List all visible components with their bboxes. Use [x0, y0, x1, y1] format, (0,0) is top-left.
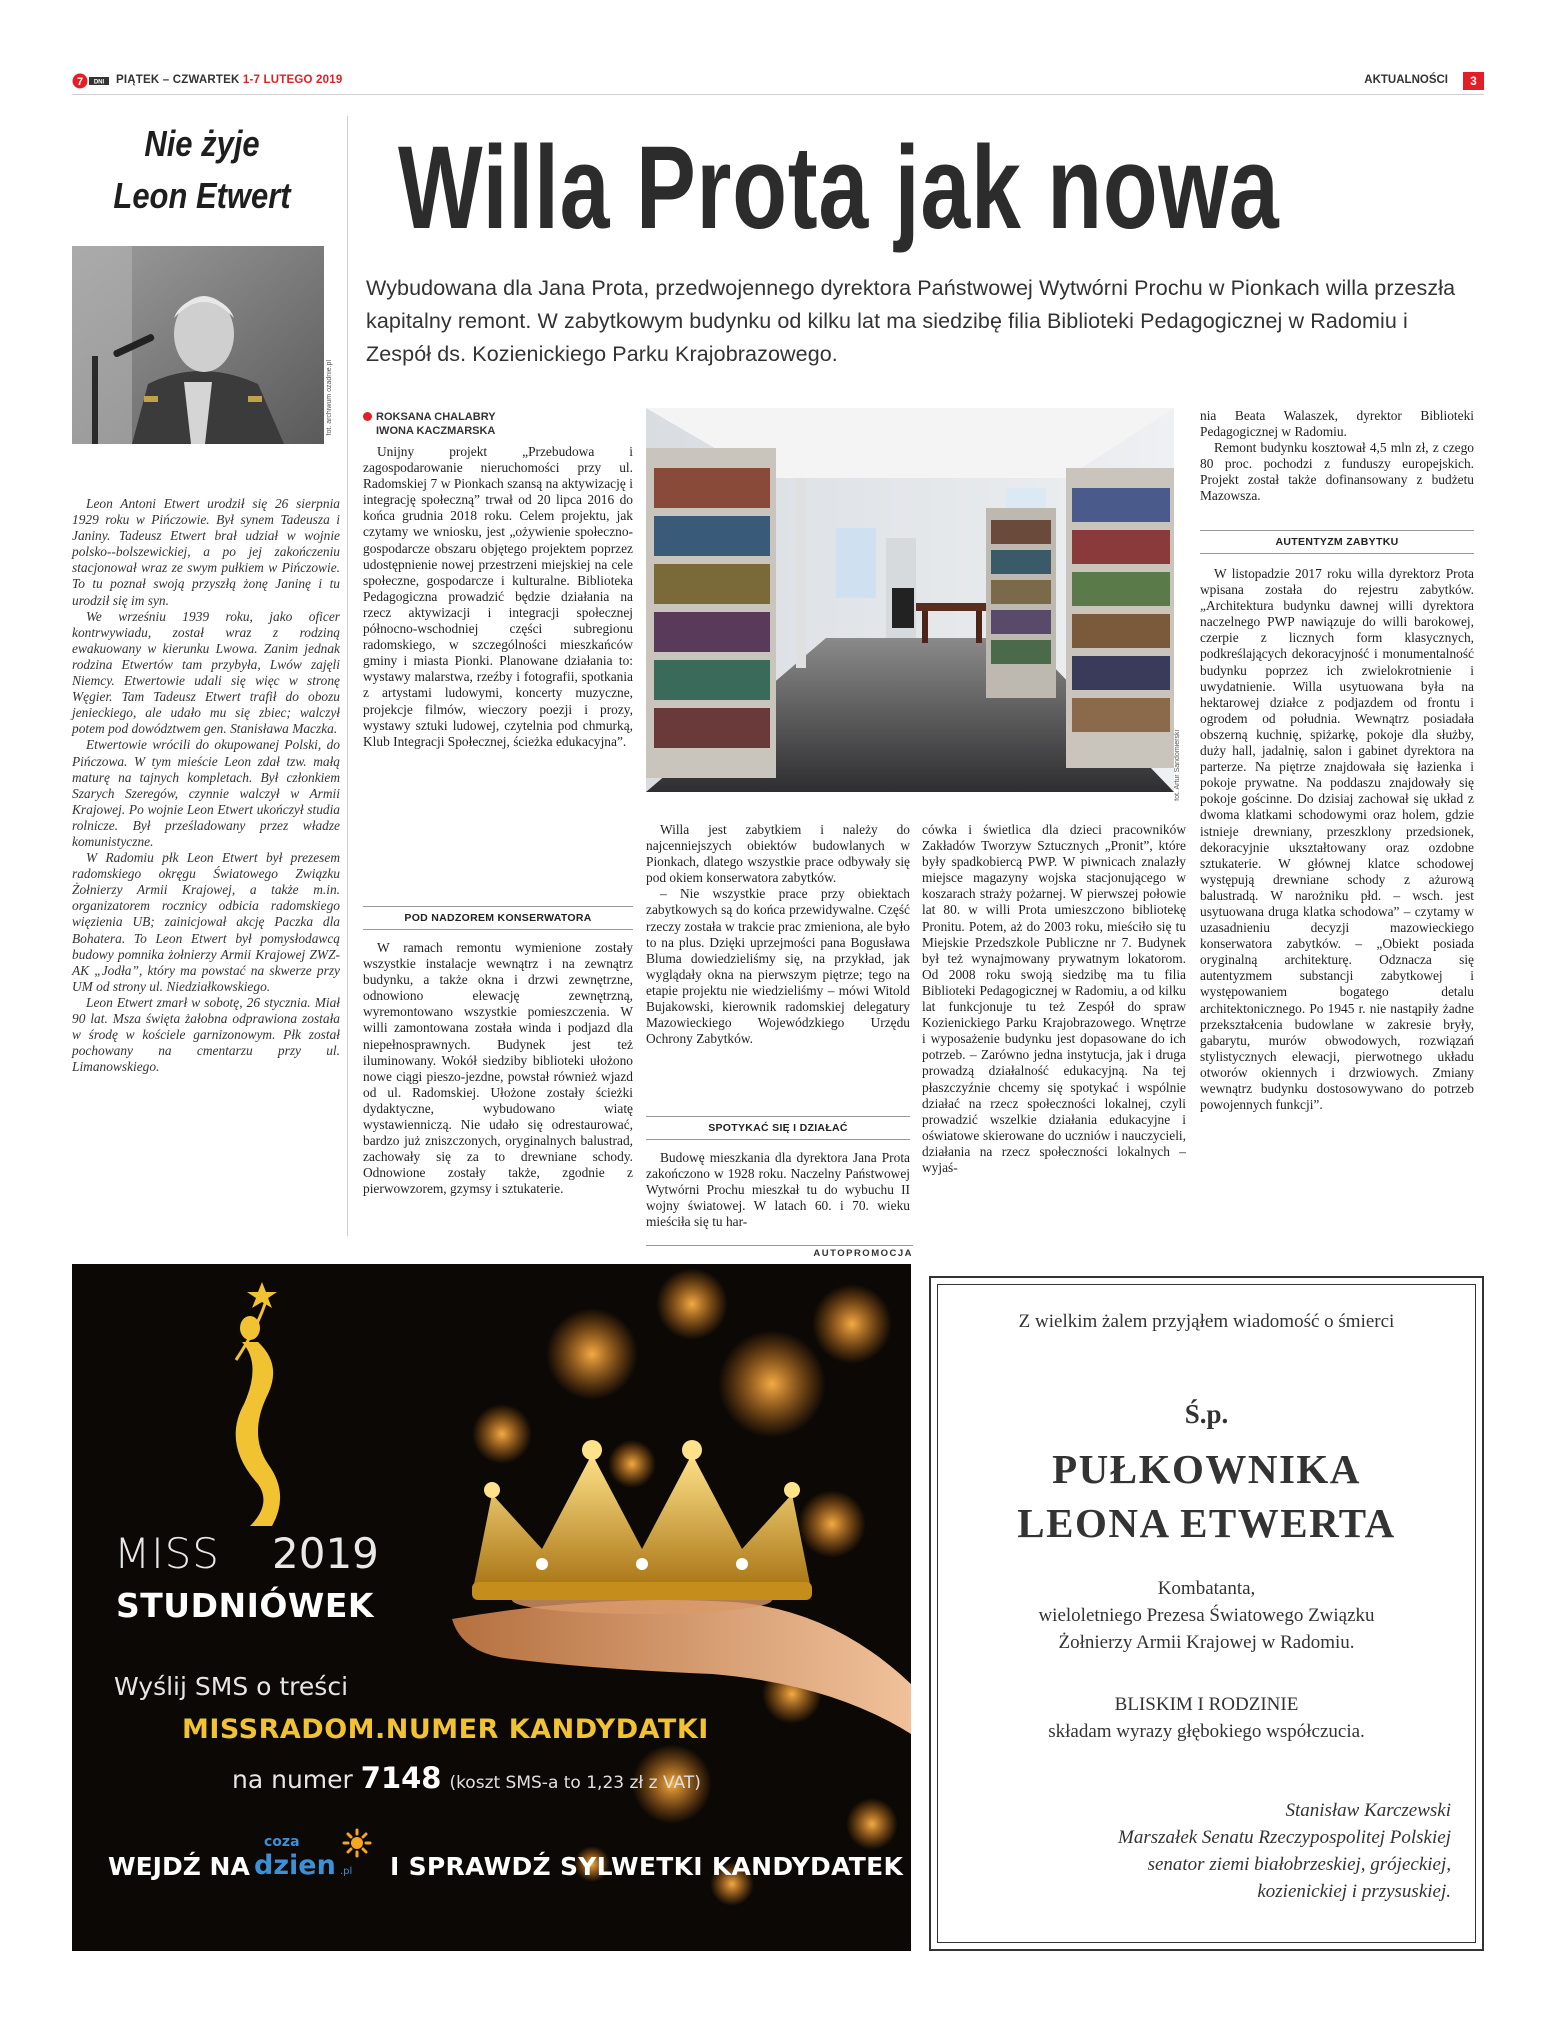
subheading: AUTENTYZM ZABYTKU	[1200, 530, 1474, 554]
obituary-sp: Ś.p.	[1184, 1399, 1229, 1429]
portrait-photo	[72, 246, 324, 444]
article-column: cówka i świetlica dla dzieci pracowników Zakładów Tworzyw Sztucznych „Pronit”, które były spadkobiercą PWP. W piwnicach znalazły miejsce magazyny wojska stacjonującego w koszarach straży pożarnej. W pierwszej połowie lat 80. w willi Prota umieszczono bibliotekę Pronitu. Potem, aż do 2003 roku, mieściło się tu Miejskie Przedszkole Publiczne nr 7. Budynek był też wynajmowany prywatnym lokatorom. Od 2008 roku swoją siedzibę ma tu filia Biblioteki Pedagogicznej w Radomiu, a od kilku lat funkcjonuje tu też Zespół do spraw Kozienickiego Parku Krajobrazowego. Wnętrze i wyposażenie budynku jest dopasowane do ich potrzeb. – Zarówno jedna instytucja, jak i druga prowadzą działalność edukacyjną. Na tej płaszczyźnie chcemy się spotykać i wspólnie działać na rzecz społeczności lokalnej, czyli prowadzić wszelkie działania edukacyjne i oświatowe skierowane do uczniów i nauczycieli, działania na rzecz społeczności lokalnych – wyjaś-	[922, 822, 1186, 1175]
cozadzien-logo[interactable]: coza dzien .pl	[254, 1830, 379, 1886]
ad-sms-code: MISSRADOM.NUMER KANDYDATKI	[182, 1714, 709, 1745]
header-divider	[72, 94, 1484, 95]
article-lead: Wybudowana dla Jana Prota, przedwojennego dyrektora Państwowej Wytwórni Prochu w Pionkach willa przeszła kapitalny remont. W zabytkowym budynku od kilku lat ma siedzibę filia Biblioteki Pedagogicznej w Radomiu i Zespół ds. Kozienickiego Parku Krajobrazowego.	[366, 276, 1456, 366]
section-name: AKTUALNOŚCI	[1364, 74, 1448, 86]
page-number-badge: 3	[1463, 72, 1484, 90]
ad-sms-number: na numer 7148 (koszt SMS-a to 1,23 zł z VAT)	[232, 1761, 701, 1795]
ad-sms-instruction: Wyślij SMS o treści	[114, 1672, 349, 1701]
autopromocja-rule	[646, 1245, 913, 1246]
issue-date: PIĄTEK – CZWARTEK 1-7 LUTEGO 2019	[116, 74, 343, 86]
photo-credit: fot. Artur Sandomierski	[1174, 730, 1181, 801]
sun-icon	[342, 1828, 372, 1858]
column-divider	[347, 116, 348, 1236]
obituary-notice	[929, 1276, 1484, 1951]
main-headline: Willa Prota jak nowa	[398, 122, 1280, 254]
side-article-body: Leon Antoni Etwert urodził się 26 sierpnia 1929 roku w Pińczowie. Był synem Tadeusza i Janiny. Tadeusz Etwert brał udział w wojnie polsko--bolszewickiej, a po jej zakończeniu stacjonował wraz ze swym pułkiem w Pińczowie. To tu poznał swoją przyszłą żonę Janinę i tu urodził się im syn. We wrześniu 1939 roku, jako oficer kontrwywiadu, został wraz z rodziną ewakuowany w kierunku Lwowa. Zanim jednak rodzina Etwertów tam przybyła, Lwów zajęli Niemcy. Etwertowie udali się więc w stronę Węgier. Tam Tadeusz Etwert trafił do obozu jenieckiego, ale udało mu się zbiec; walczył potem pod dowództwem gen. Stanisława Maczka. Etwertowie wrócili do okupowanej Polski, do Pińczowa. W tym mieście Leon zdał tzw. małą maturę na tajnych kompletach. Był członkiem Szarych Szeregów, czynnie walczył w Armii Krajowej. Po wojnie Leon Etwert ukończył studia rolnicze. Był prześladowany przez władze komunistyczne. W Radomiu płk Leon Etwert był prezesem radomskiego okręgu Światowego Związku Żołnierzy Armii Krajowej, a także m.in. organizatorem rocznicy odbicia radomskiego więzienia UB; zainicjował akcję Paczka dla Bohatera. To Leon Etwert był pomysłodawcą budowy pomnika żołnierzy Armii Krajowej ZWZ-AK „Jodła”, który ma powstać na skwerze przy UM od strony ul. Niedziałkowskiego. Leon Etwert zmarł w sobotę, 26 stycznia. Miał 90 lat. Msza święta żałobna odprawiona została w środę w kościele garnizonowym. Płk został pochowany na cmentarzu przy ul. Limanowskiego.	[72, 496, 340, 1075]
article-column: Willa jest zabytkiem i należy do najcenniejszych obiektów budowlanych w Pionkach, dlatego wszystkie prace odbywały się pod okiem konserwatora zabytków. – Nie wszystkie prace przy obiektach zabytkowych są do końca przewidywalne. Część rzeczy została w trakcie prac zmieniona, ale było to na plus. Dzięki uprzejmości pana Bogusława Bluma dowiedzieliśmy się, na przykład, jak wyglądały okna na pierwszym piętrze; tego na etapie projektu nie wiedzieliśmy – mówi Witold Bujakowski, kierownik radomskiej delegatury Mazowieckiego Wojewódzkiego Urzędu Ochrony Zabytków.	[646, 822, 910, 1047]
subheading: POD NADZOREM KONSERWATORA	[363, 906, 633, 930]
subheading: SPOTYKAĆ SIĘ I DZIAŁAĆ	[646, 1116, 910, 1140]
ad-year: 2019	[272, 1529, 379, 1578]
side-article-headline: Nie żyje Leon Etwert	[113, 123, 291, 216]
article-column: Budowę mieszkania dla dyrektora Jana Prota zakończono w 1928 roku. Naczelny Państwowej Wytwórni Prochu mieszkał tu do wybuchu II wojny światowej. W latach 60. i 70. wieku mieściła się tu har-	[646, 1150, 910, 1230]
article-column: Unijny projekt „Przebudowa i zagospodarowanie nieruchomości przy ul. Radomskiej 7 w Pionkach szansą na aktywizację i integrację społeczną” trwał od 20 lipca 2016 do końca grudnia 2018 roku. Celem projektu, jak czytamy we wniosku, jest „ożywienie społeczno-gospodarcze obszaru objętego projektem poprzez udostępnienie nowej przestrzeni miejskiej na cele społeczne, gospodarcze i kulturalne. Biblioteka Pedagogiczna prowadzić będzie działania na rzecz aktywizacji i integracji społecznej północno-wschodniej części subregionu radomskiego, w szczególności mieszkańców gminy i miasta Pionki. Planowane działania to: wystawy malarstwa, rzeźby i fotografii, spotkania z artystami ludowymi, koncerty muzyczne, projekcje filmów, wieczory poezji i prozy, wystawy sztuki ludowej, czytelnia pod chmurką, Klub Integracji Społecznej, ścieżka edukacyjna”.	[363, 444, 633, 749]
photo-credit: fot. archiwum ozadnie.pl	[326, 360, 333, 436]
obituary-frame	[937, 1284, 1476, 1943]
ad-cta-text: I SPRAWDŹ SYLWETKI KANDYDATEK	[390, 1852, 904, 1881]
byline: ROKSANA CHALABRY IWONA KACZMARSKA	[363, 410, 633, 438]
library-interior-photo	[646, 408, 1174, 792]
article-column: nia Beata Walaszek, dyrektor Biblioteki Pedagogicznej w Radomiu. Remont budynku kosztował 4,5 mln zł, z czego 80 proc. pochodzi z funduszy europejskich. Projekt został także dofinansowany z budżetu Mazowsza.	[1200, 408, 1474, 504]
miss-studniowek-advert[interactable]	[72, 1264, 911, 1951]
obituary-signature: Stanisław Karczewski Marszałek Senatu Rzeczypospolitej Polskiej senator ziemi białobrzeskiej, grójeckiej, kozienickiej i przysuskiej.	[1118, 1800, 1451, 1902]
ad-title: STUDNIÓWEK	[116, 1586, 374, 1625]
bullet-icon	[363, 412, 372, 421]
ad-cta-prefix: WEJDŹ NA	[108, 1852, 250, 1881]
article-column: W ramach remontu wymienione zostały wszystkie instalacje wewnątrz i na zewnątrz budynku, a także okna i drzwi zewnętrzne, odnowiono elewację zewnętrzną, wyremontowano wszystkie pomieszczenia. W willi zamontowana została winda i podjazd dla niepełnosprawnych. Budynek jest też iluminowany. Wokół siedziby biblioteki ułożono nowe ciągi pieszo-jezdne, powstał również wjazd od ul. Radomskiej. Ułożone zostały ścieżki dydaktyczne, wybudowano wiatę wystawienniczą. Nie udało się odrestaurować, bardzo już zniszczonych, oryginalnych balustrad, zachowały się za to drewniane schody. Odnowione zostały także, zgodnie z pierwowzorem, gzymsy i sztukaterie.	[363, 940, 633, 1197]
obituary-name: LEONA ETWERTA	[1017, 1500, 1396, 1546]
ad-miss-label: MISS	[114, 1529, 220, 1578]
obituary-rank: PUŁKOWNIKA	[1052, 1446, 1361, 1492]
svg-text:7: 7	[76, 76, 84, 88]
obituary-roles: Kombatanta, wieloletniego Prezesa Światowego Związku Żołnierzy Armii Krajowej w Radomiu.	[1038, 1578, 1375, 1653]
newspaper-logo-icon	[72, 73, 112, 89]
autopromocja-label: AUTOPROMOCJA	[813, 1248, 913, 1259]
article-column: W listopadzie 2017 roku willa dyrektorz Prota wpisana została do rejestru zabytków. „Architektura budynku dawnej willi dyrektora naczelnego PWP nawiązuje do willi barokowej, czerpie z licznych form klasycznych, podkreślających dekoracyjność i monumentalność budynku poprzez ich zwielokrotnienie i uwydatnienie. Willa usytuowana była na hektarowej działce z podjazdem od frontu i ogrodem od południa. Wewnątrz posiadała obszerną kuchnię, spiżarkę, pokoje dla służby, duży hall, jadalnię, salon i gabinet dyrektora na parterze. Na piętrze znajdowała się łazienka i pokoje prywatne. Na poddaszu znajdowały się pokoje gościnne. Do dzisiaj zachował się układ z dwoma klatkami schodowymi oraz holem, gdzie istnieje drewniany, przeszklony przedsionek, dekoracyjnie ukształtowany oraz ozdobne sztukaterie. W głównej klatce schodowej występują drewniane schody z ażurową balustradą. W narożniku płd. – wsch. jest usytuowana druga klatka schodowa” – czytamy w uzasadnieniu decyzji mazowieckiego konserwatora zabytków. – „Obiekt posiada oryginalną architekturę. Odznacza się autentyzmem substancji zabytkowej i występowaniem bogatego detalu architektonicznego. Po 1945 r. nie nastąpiły żadne przekształcenia budowlane w zakresie bryły, gabarytu, murów obwodowych, rozwiązań stylistycznych elewacji, pierwotnego układu otworów okiennych i drzwiowych. Zmiany wewnątrz budynku dostosowywano do potrzeb powojennych funkcji”.	[1200, 566, 1474, 1113]
svg-text:DNI: DNI	[93, 79, 105, 86]
obituary-intro: Z wielkim żalem przyjąłem wiadomość o śmierci	[1018, 1311, 1395, 1332]
page-header	[72, 72, 1484, 92]
obituary-condolences: BLISKIM I RODZINIE składam wyrazy głębokiego współczucia.	[1048, 1694, 1365, 1742]
